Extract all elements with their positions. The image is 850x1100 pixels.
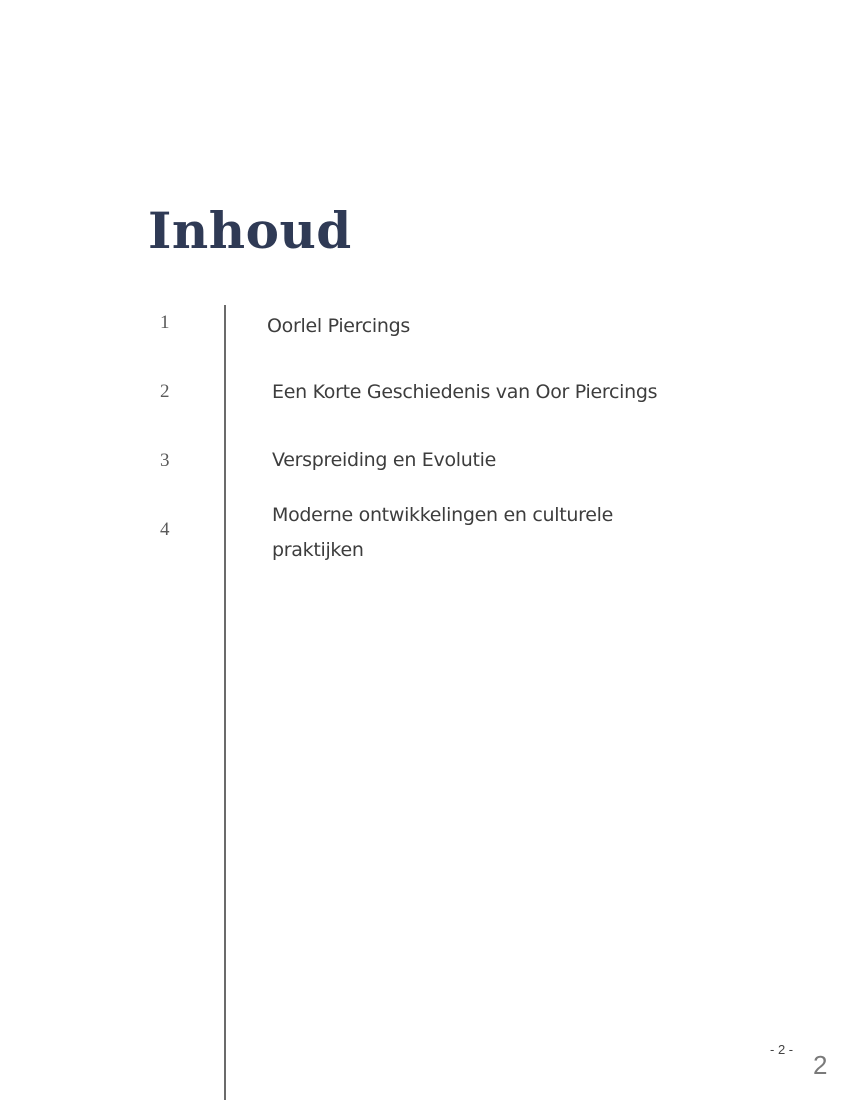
toc-entry-4[interactable]: Moderne ontwikkelingen en culturele praktijken [272,504,613,561]
toc-number-2: 2 [160,381,170,402]
toc-entry-3[interactable]: Verspreiding en Evolutie [272,449,497,471]
toc-entry-2[interactable]: Een Korte Geschiedenis van Oor Piercings [272,381,658,403]
toc-entry-1[interactable]: Oorlel Piercings [267,315,411,337]
toc-number-3: 3 [160,450,170,471]
footer-page-label: - 2 - [770,1042,794,1057]
footer-page-number: 2 [813,1050,828,1080]
toc-number-1: 1 [160,312,170,333]
page-title: Inhoud [148,201,352,260]
vertical-divider [224,305,226,1100]
toc-number-4: 4 [160,519,170,540]
